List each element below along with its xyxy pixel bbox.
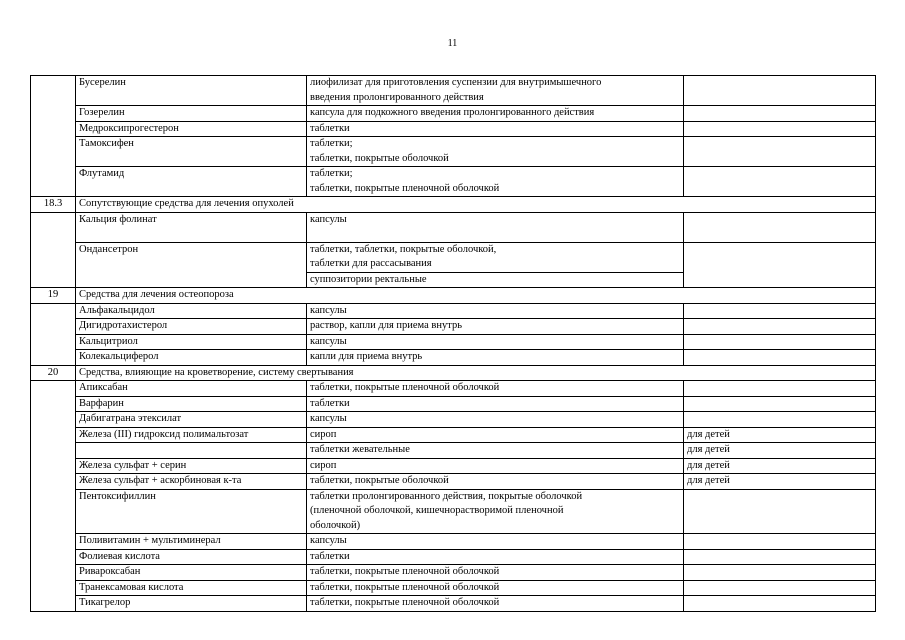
dosage-form-cell	[307, 596, 684, 612]
table-row	[31, 396, 876, 412]
table-row	[31, 580, 876, 596]
table-row	[31, 458, 876, 474]
table-row	[31, 106, 876, 122]
note-cell	[684, 137, 876, 167]
note-cell	[684, 580, 876, 596]
dosage-form-line: капсулы	[310, 413, 347, 424]
drug-name-cell	[76, 596, 307, 612]
dosage-form-line: таблетки, покрытые оболочкой	[310, 475, 449, 486]
dosage-form-line: сироп	[310, 428, 337, 440]
dosage-form-line: капсулы	[310, 335, 347, 347]
section-title: Средства, влияющие на кроветворение, систему свертывания	[79, 366, 354, 378]
drug-name: Бусерелин	[79, 77, 126, 88]
drug-name-cell	[76, 580, 307, 596]
drug-name: Кальцитриол	[79, 335, 138, 347]
table-row	[31, 534, 876, 550]
table-row	[31, 596, 876, 612]
dosage-form-cell	[307, 350, 684, 366]
section-row	[31, 365, 876, 381]
table-row	[31, 549, 876, 565]
table-row	[31, 412, 876, 428]
table-row	[31, 121, 876, 137]
drug-name: Дигидротахистерол	[79, 320, 168, 331]
note-cell	[684, 334, 876, 350]
dosage-form-cell	[307, 489, 684, 534]
dosage-form-line: капли для приема внутрь	[310, 351, 423, 362]
section-row	[31, 197, 876, 213]
table-row	[31, 167, 876, 197]
dosage-form-line: капсулы	[310, 535, 347, 546]
table-row	[31, 212, 876, 242]
note-text: для детей	[687, 428, 730, 440]
dosage-form-line: раствор, капли для приема внутрь	[310, 320, 462, 331]
dosage-form-cell	[307, 212, 684, 242]
dosage-form-line: таблетки	[310, 122, 350, 134]
dosage-form-cell	[307, 76, 684, 106]
drug-name-cell	[76, 474, 307, 490]
drug-name-cell	[76, 396, 307, 412]
dosage-form-cell	[307, 242, 684, 272]
drug-name: Кальция фолинат	[79, 213, 157, 225]
table-row	[31, 303, 876, 319]
dosage-form-cell	[307, 549, 684, 565]
dosage-form-cell	[307, 381, 684, 397]
drug-name-cell	[76, 137, 307, 167]
drug-name-cell	[76, 565, 307, 581]
row-number-cell	[31, 197, 76, 213]
note-text: для детей	[687, 444, 730, 455]
table-row	[31, 565, 876, 581]
dosage-form-line: лиофилизат для приготовления суспензии для внутримышечного	[310, 77, 602, 88]
drug-name-cell	[76, 167, 307, 197]
dosage-form-line: таблетки, покрытые пленочной оболочкой	[310, 382, 500, 393]
dosage-form-line: таблетки пролонгированного действия, покрытые оболочкой	[310, 490, 583, 502]
note-cell	[684, 565, 876, 581]
table-row	[31, 334, 876, 350]
section-title: Средства для лечения остеопороза	[79, 289, 234, 300]
note-cell	[684, 427, 876, 443]
drug-name: Железа (III) гидроксид полимальтозат	[79, 428, 249, 440]
note-cell	[684, 350, 876, 366]
drug-name-cell	[76, 303, 307, 319]
table-row	[31, 350, 876, 366]
note-cell	[684, 412, 876, 428]
row-number-cell	[31, 381, 76, 612]
note-cell	[684, 489, 876, 534]
table-row	[31, 381, 876, 397]
section-title: Сопутствующие средства для лечения опухолей	[79, 198, 294, 209]
drug-name: Транексамовая кислота	[79, 581, 184, 593]
table-row	[31, 319, 876, 335]
dosage-form-line: таблетки, покрытые оболочкой	[310, 152, 449, 164]
dosage-form-line: таблетки	[310, 397, 350, 409]
drug-name: Флутамид	[79, 168, 125, 179]
dosage-form-line: капсулы	[310, 213, 347, 225]
drug-name: Варфарин	[79, 397, 124, 409]
drug-name-cell	[76, 319, 307, 335]
row-number: 20	[47, 366, 59, 378]
dosage-form-line: таблетки, покрытые пленочной оболочкой	[310, 597, 500, 608]
table-row	[31, 137, 876, 167]
note-cell	[684, 443, 876, 459]
note-cell	[684, 458, 876, 474]
drug-name-cell	[76, 443, 307, 459]
note-cell	[684, 76, 876, 106]
drug-name: Поливитамин + мультиминерал	[79, 535, 221, 546]
dosage-form-line: сироп	[310, 459, 337, 471]
dosage-form-line: таблетки жевательные	[310, 444, 410, 455]
table-row	[31, 443, 876, 459]
row-number-cell	[31, 365, 76, 381]
note-cell	[684, 212, 876, 242]
note-cell	[684, 549, 876, 565]
drug-name: Медроксипрогестерон	[79, 122, 179, 134]
dosage-form-line: таблетки, покрытые пленочной оболочкой	[310, 182, 500, 194]
dosage-form-cell	[307, 334, 684, 350]
table-body	[31, 76, 876, 612]
dosage-form-line: капсулы	[310, 304, 347, 316]
drug-name: Апиксабан	[79, 382, 128, 393]
dosage-form-cell	[307, 303, 684, 319]
drug-name: Ривароксабан	[79, 566, 141, 577]
note-cell	[684, 319, 876, 335]
drug-name: Железа сульфат + аскорбиновая к-та	[79, 475, 242, 486]
note-cell	[684, 106, 876, 122]
note-cell	[684, 534, 876, 550]
dosage-form-cell	[307, 396, 684, 412]
note-cell	[684, 303, 876, 319]
note-cell	[684, 396, 876, 412]
note-text: для детей	[687, 459, 730, 471]
drug-name-cell	[76, 412, 307, 428]
row-number-cell	[31, 212, 76, 288]
dosage-form-cell	[307, 534, 684, 550]
dosage-form-line: оболочкой)	[310, 519, 361, 531]
dosage-form-cell	[307, 272, 684, 288]
dosage-form-cell	[307, 565, 684, 581]
dosage-form-line: введения пролонгированного действия	[310, 91, 484, 103]
dosage-form-cell	[307, 443, 684, 459]
section-title-cell	[76, 365, 876, 381]
drug-name: Альфакальцидол	[79, 304, 155, 316]
table-row	[31, 489, 876, 534]
drug-name: Тикагрелор	[79, 597, 131, 608]
dosage-form-line: таблетки, таблетки, покрытые оболочкой,	[310, 243, 497, 255]
drug-name: Тамоксифен	[79, 138, 134, 149]
dosage-form-line: (пленочной оболочкой, кишечнорастворимой пленочной	[310, 505, 564, 516]
drug-name: Ондансетрон	[79, 243, 139, 255]
row-number: 19	[47, 289, 59, 300]
dosage-form-cell	[307, 121, 684, 137]
drug-name-cell	[76, 334, 307, 350]
section-title-cell	[76, 197, 876, 213]
dosage-form-line: капсула для подкожного введения пролонгированного действия	[310, 107, 595, 118]
drug-name-cell	[76, 242, 307, 288]
drug-name-cell	[76, 534, 307, 550]
drug-name-cell	[76, 489, 307, 534]
drug-name-cell	[76, 549, 307, 565]
section-title-cell	[76, 288, 876, 304]
dosage-form-cell	[307, 412, 684, 428]
dosage-form-cell	[307, 427, 684, 443]
row-number-cell	[31, 303, 76, 365]
table-row	[31, 242, 876, 272]
drug-name-cell	[76, 458, 307, 474]
page-number: 11	[447, 38, 458, 49]
dosage-form-cell	[307, 137, 684, 167]
dosage-form-line: таблетки;	[310, 138, 353, 149]
drug-name: Железа сульфат + серин	[79, 459, 187, 471]
table-row	[31, 427, 876, 443]
dosage-form-cell	[307, 474, 684, 490]
dosage-form-cell	[307, 106, 684, 122]
dosage-form-line: таблетки, покрытые пленочной оболочкой	[310, 581, 500, 593]
note-cell	[684, 242, 876, 288]
dosage-form-cell	[307, 580, 684, 596]
drug-name-cell	[76, 76, 307, 106]
note-cell	[684, 474, 876, 490]
row-number: 18.3	[43, 198, 63, 209]
row-number-cell	[31, 288, 76, 304]
drug-name-cell	[76, 427, 307, 443]
table-row	[31, 76, 876, 106]
dosage-form-line: суппозитории ректальные	[310, 273, 427, 285]
drug-name-cell	[76, 381, 307, 397]
note-cell	[684, 121, 876, 137]
table-row	[31, 474, 876, 490]
section-row	[31, 288, 876, 304]
note-cell	[684, 596, 876, 612]
drug-name: Дабигатрана этексилат	[79, 413, 182, 424]
dosage-form-line: таблетки;	[310, 168, 353, 179]
note-cell	[684, 167, 876, 197]
drug-name-cell	[76, 121, 307, 137]
drug-list-table	[30, 75, 876, 612]
drug-name-cell	[76, 350, 307, 366]
dosage-form-line	[310, 227, 683, 242]
dosage-form-line: таблетки, покрытые пленочной оболочкой	[310, 566, 500, 577]
drug-name-cell	[76, 212, 307, 242]
note-text: для детей	[687, 475, 730, 486]
dosage-form-cell	[307, 458, 684, 474]
drug-name-cell	[76, 106, 307, 122]
dosage-form-cell	[307, 319, 684, 335]
drug-name: Пентоксифиллин	[79, 490, 156, 502]
drug-name: Фолиевая кислота	[79, 550, 160, 562]
note-cell	[684, 381, 876, 397]
dosage-form-cell	[307, 167, 684, 197]
dosage-form-line: таблетки для рассасывания	[310, 258, 432, 269]
drug-name: Гозерелин	[79, 107, 125, 118]
row-number-cell	[31, 76, 76, 197]
dosage-form-line: таблетки	[310, 550, 350, 562]
drug-name: Колекальциферол	[79, 351, 159, 362]
